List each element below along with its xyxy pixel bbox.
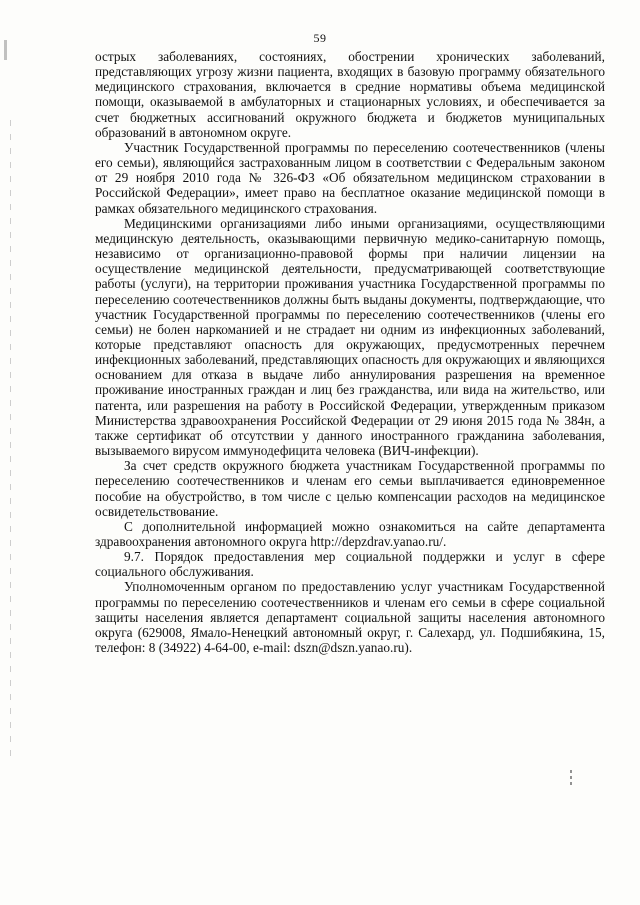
- document-body: [95, 49, 605, 655]
- paragraph-allowance: За счет средств окружного бюджета участникам Государственной программы по переселению соотечественников и членам его семьи выплачивается единовременное пособие на обустройство, в том числе с целью компенсации расходов на медицинское освидетельствование.: [95, 458, 605, 519]
- paragraph-social-protection: Уполномоченным органом по предоставлению услуг участникам Государственной программы по переселению соотечественников и членам его семьи в сфере социальной защиты населения является департамент социальной защиты населения автономного округа (629008, Ямало-Ненецкий автономный округ, г. Салехард, ул. Подшибякина, 15, телефон: 8 (34922) 4-64-00, e-mail: dszn@dszn.yanao.ru).: [95, 579, 605, 656]
- paragraph-insurance: Участник Государственной программы по переселению соотечественников (члены его семьи), являющийся застрахованным лицом в соответствии с Федеральным законом от 29 ноября 2010 года № 326-ФЗ «Об обязательном медицинском страховании в Российской Федерации», имеет право на бесплатное оказание медицинской помощи в рамках обязательного медицинского страхования.: [95, 139, 605, 216]
- section-heading-9-7: 9.7. Порядок предоставления мер социальной поддержки и услуг в сфере социального обслуживания.: [95, 549, 605, 580]
- paragraph-continuation: острых заболеваниях, состояниях, обострении хронических заболеваний, представляющих угрозу жизни пациента, входящих в базовую программу обязательного медицинского страхования, включается в средние нормативы объема медицинской помощи, оказываемой в амбулаторных и стационарных условиях, и обеспечивается за счет бюджетных ассигнований окружного бюджета и бюджетов муниципальных образований в автономном округе.: [95, 49, 605, 140]
- paragraph-medical-documents: Медицинскими организациями либо иными организациями, осуществляющими медицинскую деятельность, оказывающими первичную медико-санитарную помощь, независимо от организационно-правовой формы при наличии лицензии на осуществление медицинской деятельности, предусматривающей соответствующие работы (услуги), на территории проживания участника Государственной программы по переселению соотечественников должны быть выданы документы, подтверждающие, что участник Государственной программы по переселению соотечественников (члены его семьи) не болен наркоманией и не страдает ни одним из инфекционных заболеваний, которые представляют опасность для окружающих, предусмотренных перечнем инфекционных заболеваний, представляющих опасность для окружающих и являющихся основанием для отказа в выдаче либо аннулирования разрешения на временное проживание иностранных граждан и лиц без гражданства, или вида на жительство, или патента, или разрешения на работу в Российской Федерации, утвержденным приказом Министерства здравоохранения Российской Федерации от 29 июня 2015 года № 384н, а также сертификат об отсутствии у данного иностранного гражданина заболевания, вызываемого вирусом иммунодефицита человека (ВИЧ-инфекции).: [95, 215, 605, 459]
- scan-edge-line: [10, 120, 11, 760]
- paragraph-website-info: С дополнительной информацией можно ознакомиться на сайте департамента здравоохранения автономного округа http://depzdrav.yanao.ru/.: [95, 518, 605, 549]
- scan-artifact-mark: [570, 770, 572, 788]
- page-number: 59: [313, 31, 327, 45]
